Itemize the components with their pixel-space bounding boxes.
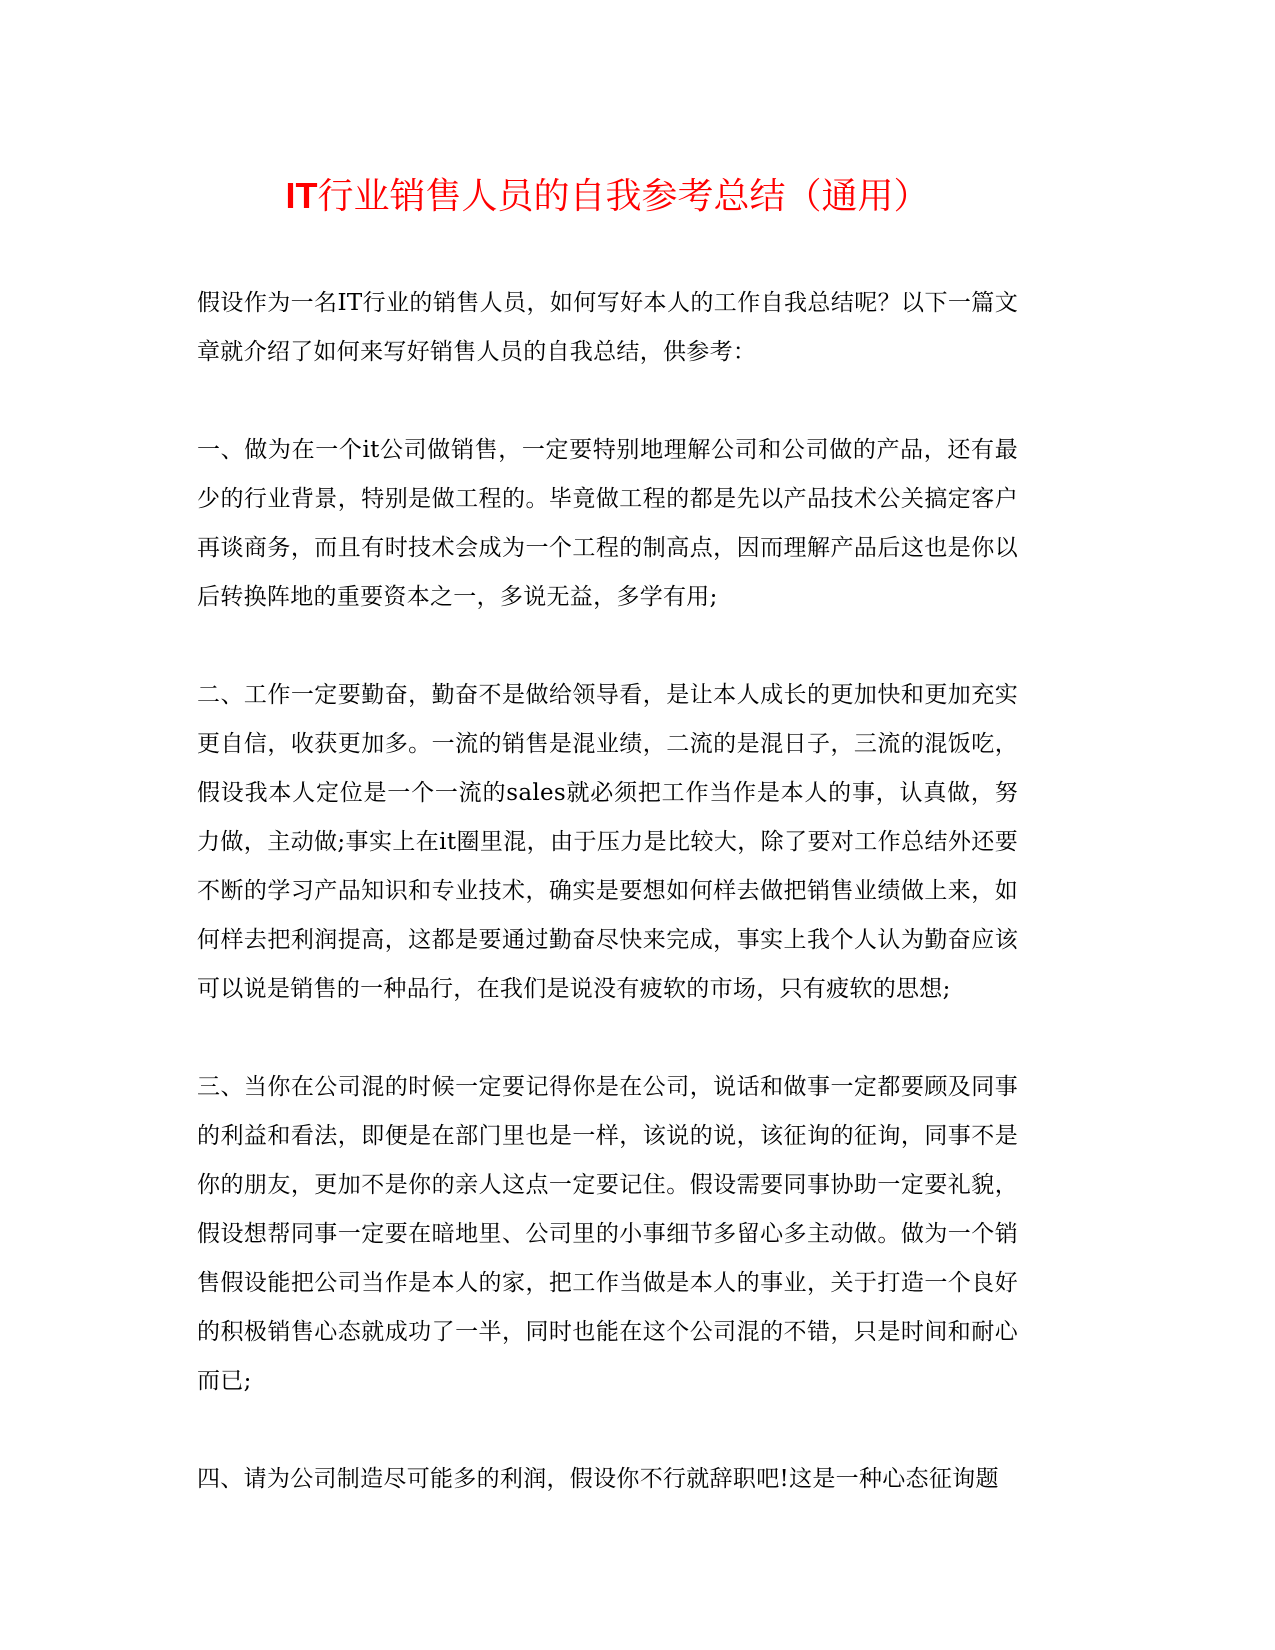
paragraph-point-3: 三、当你在公司混的时候一定要记得你是在公司，说话和做事一定都要顾及同事的利益和看法，即便是在部门里也是一样，该说的说，该征询的征询，同事不是你的朋友，更加不是你的亲人这点一定要记住。假设需要同事协助一定要礼貌，假设想帮同事一定要在暗地里、公司里的小事细节多留心多主动做。做为一个销售假设能把公司当作是本人的家，把工作当做是本人的事业，关于打造一个良好的积极销售心态就成功了一半，同时也能在这个公司混的不错，只是时间和耐心而已;: [197, 1074, 1018, 1394]
paragraph-intro: 假设作为一名IT行业的销售人员，如何写好本人的工作自我总结呢？以下一篇文章就介绍了如何来写好销售人员的自我总结，供参考：: [197, 290, 1018, 365]
document-title-text: 行业销售人员的自我参考总结（通用）: [317, 176, 930, 217]
document-title: [197, 0, 1018, 221]
paragraph-point-2: 二、工作一定要勤奋，勤奋不是做给领导看，是让本人成长的更加快和更加充实更自信，收获更加多。一流的销售是混业绩，二流的是混日子，三流的混饭吃，假设我本人定位是一个一流的sales就必须把工作当作是本人的事，认真做，努力做，主动做;事实上在it圈里混，由于压力是比较大，除了要对工作总结外还要不断的学习产品知识和专业技术，确实是要想如何样去做把销售业绩做上来，如何样去把利润提高，这都是要通过勤奋尽快来完成，事实上我个人认为勤奋应该可以说是销售的一种品行，在我们是说没有疲软的市场，只有疲软的思想;: [197, 682, 1018, 1002]
document-title-latin: IT: [285, 175, 318, 216]
paragraph-point-1: 一、做为在一个it公司做销售，一定要特别地理解公司和公司做的产品，还有最少的行业背景，特别是做工程的。毕竟做工程的都是先以产品技术公关搞定客户再谈商务，而且有时技术会成为一个工程的制高点，因而理解产品后这也是你以后转换阵地的重要资本之一，多说无益，多学有用;: [197, 437, 1018, 610]
paragraph-point-4: 四、请为公司制造尽可能多的利润，假设你不行就辞职吧!这是一种心态征询题: [197, 1466, 999, 1492]
document-body: [197, 279, 1018, 1504]
